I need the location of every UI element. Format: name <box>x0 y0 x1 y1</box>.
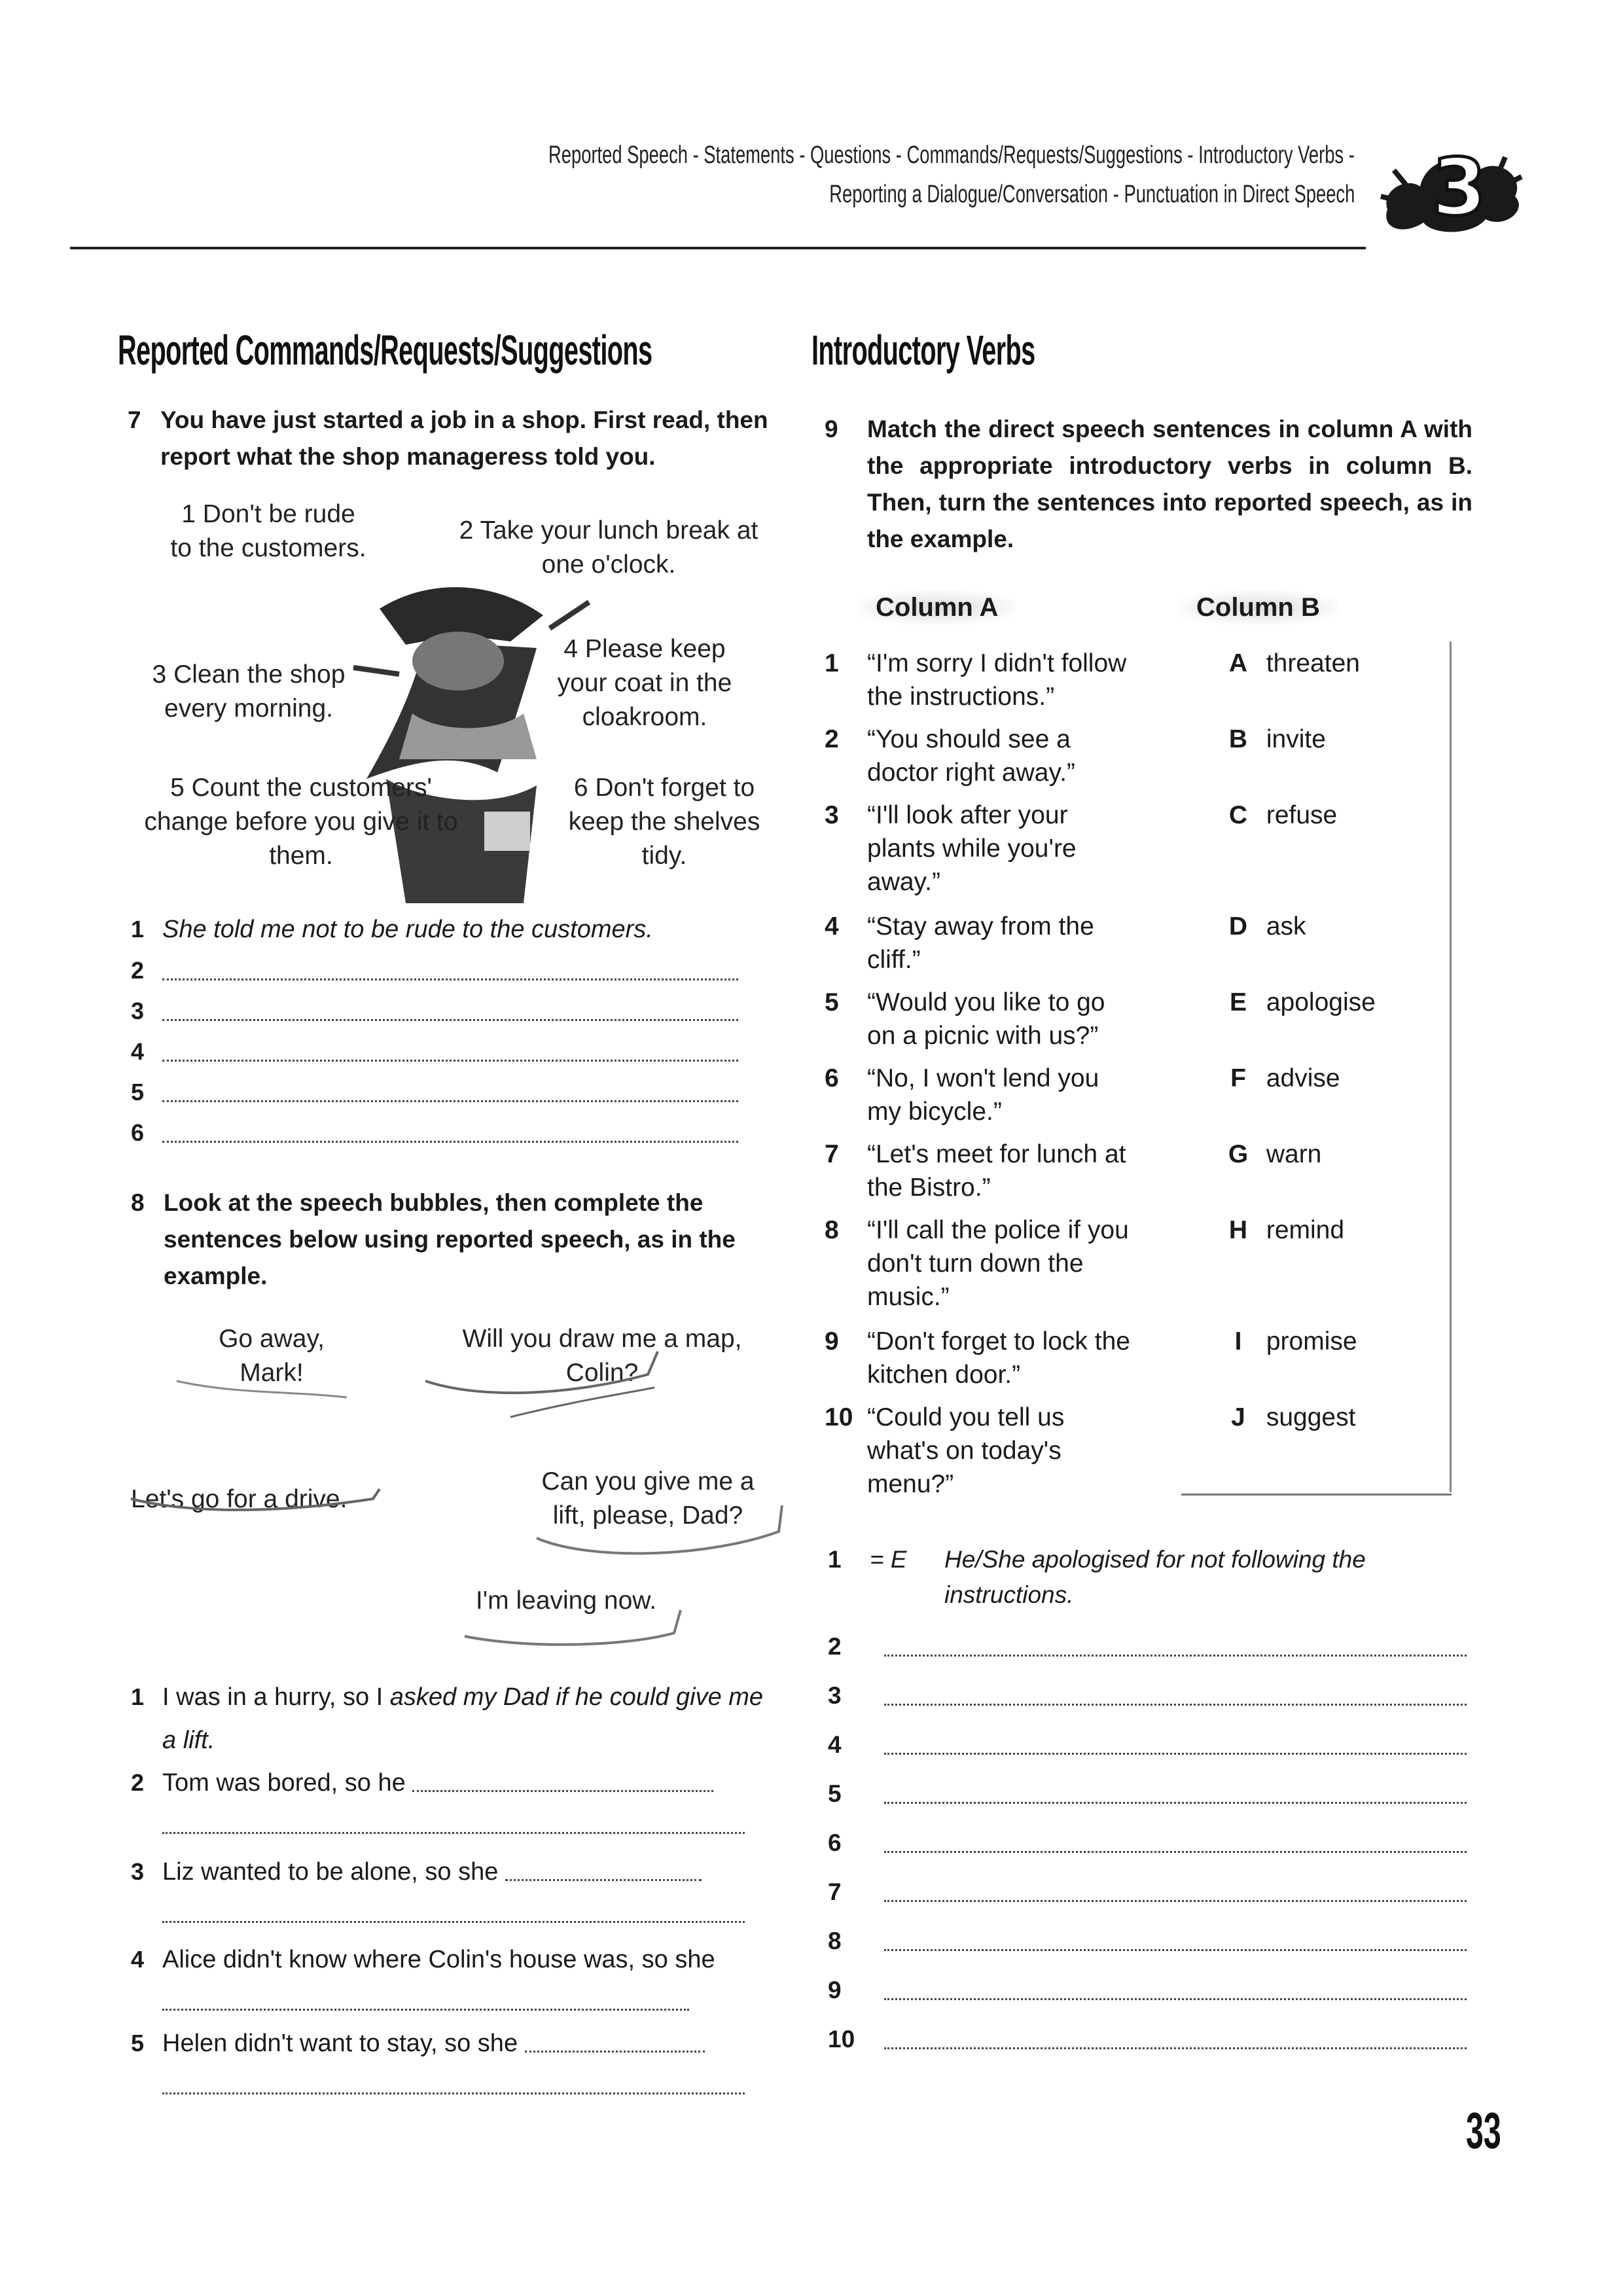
speech-bubble-5: 5 Count the customers' change before you give it to them. <box>144 774 458 870</box>
column-b-item: B invite <box>1228 725 1326 753</box>
speech-bubble-3: 3 Clean the shop every morning. <box>152 660 346 723</box>
speech-bubble-4: 4 Please keep your coat in the cloakroom. <box>557 635 732 731</box>
answer-line: 1 She told me not to be rude to the customers. <box>131 916 653 943</box>
answer-line[interactable]: 5 <box>828 1769 1476 1818</box>
answer-line[interactable]: 6 <box>828 1818 1476 1867</box>
column-b-item: G warn <box>1228 1140 1322 1168</box>
exercise-9-answer-lines <box>828 1622 1476 2064</box>
example-answer: asked my Dad if he could give me a lift. <box>162 1683 764 1754</box>
exercise-8-item-2[interactable]: 2 Tom was bored, so he <box>131 1762 779 1846</box>
exercise-8-item-4[interactable]: 4 Alice didn't know where Colin's house was, so she <box>131 1939 779 2022</box>
answer-line[interactable]: 8 <box>828 1916 1476 1965</box>
section-title-reported-commands: Reported Commands/Requests/Suggestions <box>118 327 652 374</box>
bubble-draw-map: Will you draw me a map, Colin? <box>462 1325 742 1387</box>
instruction-text: Look at the speech bubbles, then complete the sentences below using reported speech, as in the example. <box>164 1189 736 1289</box>
answer-line[interactable]: 3 <box>131 991 753 1031</box>
column-a-item: 10 “Could you tell us what's on today's menu?” <box>825 1403 1065 1498</box>
column-b-border <box>1450 641 1452 1492</box>
unit-number: 3 <box>1432 143 1487 234</box>
header-topics-line1: Reported Speech - Statements - Questions - Commands/Requests/Suggestions - Introductory Verbs - <box>548 141 1355 169</box>
answer-line[interactable]: 9 <box>828 1965 1476 2015</box>
answer-line[interactable]: 7 <box>828 1867 1476 1916</box>
exercise-number: 8 <box>131 1189 145 1216</box>
page-number: 33 <box>1466 2102 1501 2159</box>
exercise-7-instruction <box>128 402 782 475</box>
exercise-8-item-5[interactable]: 5 Helen didn't want to stay, so she <box>131 2022 779 2106</box>
instruction-text: You have just started a job in a shop. First read, then report what the shop manageress told you. <box>160 406 768 470</box>
answer-line[interactable]: 2 <box>131 950 753 991</box>
exercise-number: 9 <box>825 416 838 442</box>
column-b-title: Column B <box>1178 590 1338 625</box>
column-a-item: 8 “I'll call the police if you don't turn down the music.” <box>825 1216 1129 1311</box>
column-b-item: J suggest <box>1231 1403 1356 1431</box>
instruction-text: Match the direct speech sentences in column A with the appropriate introductory verbs in column B. Then, turn the sentences into reported speech, as in the example. <box>867 416 1472 552</box>
speech-bubble-1: 1 Don't be rude to the customers. <box>170 500 366 562</box>
answer-line[interactable]: 4 <box>828 1720 1476 1769</box>
exercise-9-example-answer: 1 = E He/She apologised for not following the instructions. <box>828 1546 1366 1608</box>
example-answer: She told me not to be rude to the customers. <box>162 916 653 943</box>
exercise-8-item-3[interactable]: 3 Liz wanted to be alone, so she <box>131 1851 779 1935</box>
unit-splash-logo <box>1374 131 1531 242</box>
column-b-item: I promise <box>1234 1327 1357 1355</box>
exercise-8-item-1: 1 I was in a hurry, so I asked my Dad if he could give me a lift. <box>131 1683 764 1754</box>
bubble-go-for-drive: Let's go for a drive. <box>131 1485 348 1513</box>
speech-bubble-6: 6 Don't forget to keep the shelves tidy. <box>568 774 760 870</box>
exercise-9-instruction <box>825 411 1472 558</box>
exercise-9-answers <box>828 1542 1476 2064</box>
column-b-bottom-border <box>1181 1494 1452 1496</box>
column-b-item: F advise <box>1230 1064 1340 1092</box>
header-rule <box>70 247 1366 249</box>
column-a-item: 3 “I'll look after your plants while you're away.” <box>825 801 1077 896</box>
column-b-item: A threaten <box>1228 649 1360 677</box>
answer-line[interactable]: 2 <box>828 1622 1476 1671</box>
column-b-item: H remind <box>1228 1216 1345 1244</box>
column-a-title: Column A <box>857 590 1016 625</box>
bubble-tails <box>118 1302 798 1669</box>
exercise-number: 7 <box>128 406 141 433</box>
column-a-item: 7 “Let's meet for lunch at the Bistro.” <box>825 1140 1126 1202</box>
column-a-item: 9 “Don't forget to lock the kitchen door.” <box>825 1327 1130 1389</box>
column-a-item: 1 “I'm sorry I didn't follow the instructions.” <box>825 649 1127 711</box>
answer-line[interactable]: 4 <box>131 1031 753 1072</box>
speech-bubble-2: 2 Take your lunch break at one o'clock. <box>459 516 758 579</box>
exercise-8-instruction <box>131 1185 766 1295</box>
answer-line[interactable]: 3 <box>828 1671 1476 1720</box>
column-a-item: 5 “Would you like to go on a picnic with us?” <box>825 988 1105 1050</box>
column-b-list <box>1217 647 1453 1477</box>
section-title-introductory-verbs: Introductory Verbs <box>812 327 1035 374</box>
column-a-item: 2 “You should see a doctor right away.” <box>825 725 1075 787</box>
exercise-7-answers <box>131 908 753 1153</box>
header-topics-line2: Reporting a Dialogue/Conversation - Punctuation in Direct Speech <box>829 181 1355 208</box>
answer-line[interactable]: 10 <box>828 2015 1476 2064</box>
column-b-item: D ask <box>1228 912 1306 941</box>
column-a-list <box>825 647 1139 1512</box>
bubble-go-away: Go away, Mark! <box>219 1325 325 1387</box>
column-a-item: 6 “No, I won't lend you my bicycle.” <box>825 1064 1099 1126</box>
bubble-give-lift: Can you give me a lift, please, Dad? <box>541 1467 755 1530</box>
bubble-leaving-now: I'm leaving now. <box>475 1587 657 1615</box>
column-a-item: 4 “Stay away from the cliff.” <box>825 912 1094 974</box>
column-b-item: C refuse <box>1228 801 1338 829</box>
answer-line[interactable]: 6 <box>131 1113 753 1153</box>
answer-line[interactable]: 5 <box>131 1072 753 1113</box>
exercise-8-items <box>131 1676 779 2106</box>
column-b-item: E apologise <box>1229 988 1376 1016</box>
